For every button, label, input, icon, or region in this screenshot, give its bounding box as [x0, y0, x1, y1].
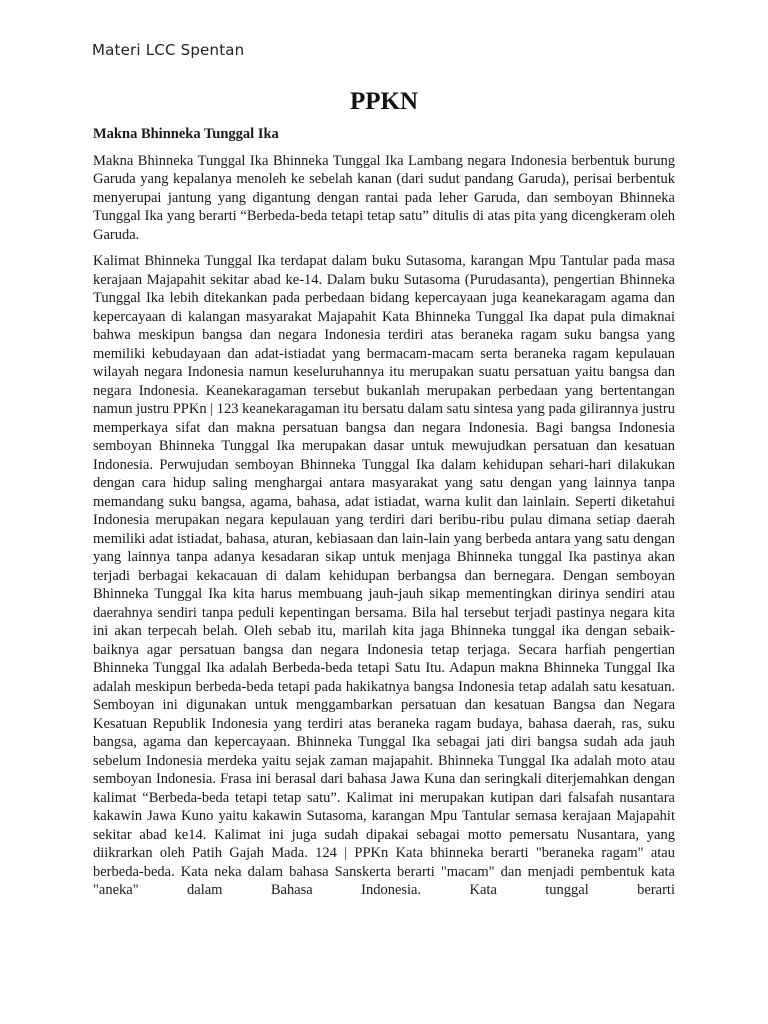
paragraph-1: Makna Bhinneka Tunggal Ika Bhinneka Tunggal Ika Lambang negara Indonesia berbentuk burung Garuda yang kepalanya menoleh ke sebelah kanan (dari sudut pandang Garuda), perisai berbentuk menyerupai jantung yang digantung dengan rantai pada leher Garuda, dan semboyan Bhinneka Tunggal Ika yang berarti “Berbeda-beda tetapi tetap satu” ditulis di atas pita yang dicengkeram oleh Garuda.	[93, 152, 675, 243]
document-body	[93, 125, 675, 908]
document-title: PPKN	[349, 88, 419, 115]
paragraph-2: Kalimat Bhinneka Tunggal Ika terdapat dalam buku Sutasoma, karangan Mpu Tantular pada masa kerajaan Majapahit sekitar abad ke-14. Dalam buku Sutasoma (Purudasanta), pengertian Bhinneka Tunggal Ika lebih ditekankan pada perbedaan bidang kepercayaan juga keanekaragam agama dan kepercayaan di kalangan masyarakat Majapahit Kata Bhinneka Tunggal Ika dapat pula dimaknai bahwa meskipun bangsa dan negara Indonesia terdiri atas beraneka ragam suku bangsa yang memiliki kebudayaan dan adat-istiadat yang bermacam-macam serta beraneka ragam kepulauan wilayah negara Indonesia namun keseluruhannya itu merupakan suatu persatuan yaitu bangsa dan negara Indonesia. Keanekaragaman tersebut bukanlah merupakan perbedaan yang bertentangan namun justru PPKn | 123 keanekaragaman itu bersatu dalam satu sintesa yang pada gilirannya justru memperkaya sifat dan makna persatuan bangsa dan negara Indonesia. Bagi bangsa Indonesia semboyan Bhinneka Tunggal Ika merupakan dasar untuk mewujudkan persatuan dan kesatuan Indonesia. Perwujudan semboyan Bhinneka Tunggal Ika dalam kehidupan sehari-hari dilakukan dengan cara hidup saling menghargai antara masyarakat yang satu dengan yang lainnya tanpa memandang suku bangsa, agama, bahasa, adat istiadat, warna kulit dan lainlain. Seperti diketahui Indonesia merupakan negara kepulauan yang terdiri dari beribu-ribu pulau dimana setiap daerah memiliki adat istiadat, bahasa, aturan, kebiasaan dan lain-lain yang berbeda antara yang satu dengan yang lainnya tanpa adanya kesadaran sikap untuk menjaga Bhinneka tunggal Ika pastinya akan terjadi berbagai kekacauan di dalam kehidupan berbangsa dan bernegara. Dengan semboyan Bhinneka Tunggal Ika kita harus membuang jauh-jauh sikap mementingkan dirinya sendiri atau daerahnya sendiri tanpa peduli kepentingan bersama. Bila hal tersebut terjadi pastinya negara kita ini akan terpecah belah. Oleh sebab itu, marilah kita jaga Bhinneka tunggal ika dengan sebaik-baiknya agar persatuan bangsa dan negara Indonesia tetap terjaga. Secara harfiah pengertian Bhinneka Tunggal Ika adalah Berbeda-beda tetapi Satu Itu. Adapun makna Bhinneka Tunggal Ika adalah meskipun berbeda-beda tetapi pada hakikatnya bangsa Indonesia tetap adalah satu kesatuan. Semboyan ini digunakan untuk menggambarkan persatuan dan kesatuan Bangsa dan Negara Kesatuan Republik Indonesia yang terdiri atas beraneka ragam budaya, bahasa daerah, ras, suku bangsa, agama dan kepercayaan. Bhinneka Tunggal Ika sebagai jati diri bangsa sudah ada jauh sebelum Indonesia merdeka yaitu sejak zaman majapahit. Bhinneka Tunggal Ika adalah moto atau semboyan Indonesia. Frasa ini berasal dari bahasa Jawa Kuna dan seringkali diterjemahkan dengan kalimat “Berbeda-beda tetapi tetap satu”. Kalimat ini merupakan kutipan dari falsafah nusantara kakawin Jawa Kuno yaitu kakawin Sutasoma, karangan Mpu Tantular semasa kerajaan Majapahit sekitar abad ke14. Kalimat ini juga sudah dipakai sebagai motto pemersatu Nusantara, yang diikrarkan oleh Patih Gajah Mada. 124 | PPKn Kata bhinneka berarti "beraneka ragam" atau berbeda-beda. Kata neka dalam bahasa Sanskerta berarti "macam" dan menjadi pembentuk kata "aneka" dalam Bahasa Indonesia. Kata tunggal berarti	[93, 253, 675, 898]
section-heading: Makna Bhinneka Tunggal Ika	[93, 126, 279, 142]
page-header: Materi LCC Spentan	[92, 41, 245, 59]
